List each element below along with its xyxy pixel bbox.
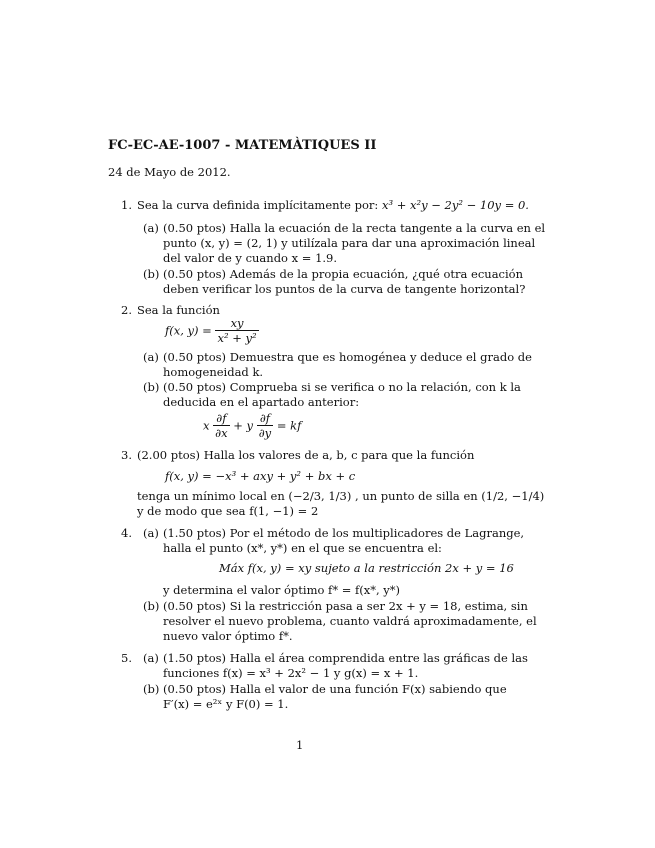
q2-relation-frac-2 xyxy=(257,411,273,440)
q2a-label: (a) xyxy=(143,350,159,364)
q4a-tail: y determina el valor óptimo f* = f(x*, y*) xyxy=(163,583,401,597)
q4a-line-1: (1.50 ptos) Por el método de los multiplicadores de Lagrange, xyxy=(163,526,525,540)
q2-relation-frac-2-num: ∂f xyxy=(257,411,273,426)
q3-line-2: y de modo que sea f(1, −1) = 2 xyxy=(137,504,319,518)
q2-relation-frac-2-den: ∂y xyxy=(258,426,272,440)
q2-number: 2. xyxy=(121,303,132,317)
page-title: FC-EC-AE-1007 - MATEMÀTIQUES II xyxy=(108,138,377,153)
q2-relation-frac-1-num: ∂f xyxy=(213,411,229,426)
q1b-line-2: deben verificar los puntos de la curva de tangente horizontal? xyxy=(163,282,526,296)
q2-relation-x: x xyxy=(203,418,210,433)
q4a-equation: Máx f(x, y) = xy sujeto a la restricción 2x + y = 16 xyxy=(219,561,514,575)
q4b-line-2: resolver el nuevo problema, cuanto valdrá aproximadamente, el xyxy=(163,614,537,628)
q1-intro xyxy=(137,198,529,212)
q2b-label: (b) xyxy=(143,380,160,394)
q1a-line-2: punto (x, y) = (2, 1) y utilízala para dar una aproximación lineal xyxy=(163,236,536,250)
q2-function-lhs: f(x, y) = xyxy=(165,323,212,338)
q2b-line-1: (0.50 ptos) Comprueba si se verifica o no la relación, con k la xyxy=(163,380,521,394)
q1-intro-text: Sea la curva definida implícitamente por: xyxy=(137,198,379,212)
q5-number: 5. xyxy=(121,651,132,665)
q5b-line-2: F′(x) = e²ˣ y F(0) = 1. xyxy=(163,697,289,711)
q2-function xyxy=(165,316,259,345)
q4a-label: (a) xyxy=(143,526,159,540)
q2-function-fraction xyxy=(215,316,258,345)
q1b-line-1: (0.50 ptos) Además de la propia ecuación, ¿qué otra ecuación xyxy=(163,267,524,281)
q1a-line-1: (0.50 ptos) Halla la ecuación de la recta tangente a la curva en el xyxy=(163,221,546,235)
q2-relation xyxy=(203,411,301,440)
q2-function-numerator: xy xyxy=(215,316,258,331)
q2a-line-1: (0.50 ptos) Demuestra que es homogénea y deduce el grado de xyxy=(163,350,532,364)
q3-number: 3. xyxy=(121,448,132,462)
q2-relation-rhs: = kf xyxy=(276,418,302,433)
q2-function-denominator: x² + y² xyxy=(217,331,257,345)
page-number: 1 xyxy=(296,738,304,752)
q4b-line-3: nuevo valor óptimo f*. xyxy=(163,629,293,643)
q1a-line-3: del valor de y cuando x = 1.9. xyxy=(163,251,338,265)
q1a-label: (a) xyxy=(143,221,159,235)
q2-relation-frac-1 xyxy=(213,411,229,440)
q5a-label: (a) xyxy=(143,651,159,665)
q1-number: 1. xyxy=(121,198,132,212)
q5b-line-1: (0.50 ptos) Halla el valor de una función F(x) sabiendo que xyxy=(163,682,507,696)
q5a-line-1: (1.50 ptos) Halla el área comprendida entre las gráficas de las xyxy=(163,651,528,665)
q2-relation-plus: + y xyxy=(233,418,254,433)
q4-number: 4. xyxy=(121,526,132,540)
q3-equation: f(x, y) = −x³ + axy + y² + bx + c xyxy=(165,469,356,483)
q5a-line-2: funciones f(x) = x³ + 2x² − 1 y g(x) = x + 1. xyxy=(163,666,419,680)
exam-date: 24 de Mayo de 2012. xyxy=(108,165,231,179)
q1b-label: (b) xyxy=(143,267,160,281)
q1-equation: x³ + x²y − 2y² − 10y = 0. xyxy=(381,198,529,212)
q4b-line-1: (0.50 ptos) Si la restricción pasa a ser 2x + y = 18, estima, sin xyxy=(163,599,528,613)
q3-intro: (2.00 ptos) Halla los valores de a, b, c para que la función xyxy=(137,448,475,462)
q2-relation-frac-1-den: ∂x xyxy=(215,426,228,440)
q5b-label: (b) xyxy=(143,682,160,696)
q3-line-1: tenga un mínimo local en (−2/3, 1/3) , un punto de silla en (1/2, −1/4) xyxy=(137,489,545,503)
q2a-line-2: homogeneidad k. xyxy=(163,365,264,379)
q2-intro: Sea la función xyxy=(137,303,220,317)
q4a-line-2: halla el punto (x*, y*) en el que se encuentra el: xyxy=(163,541,442,555)
q2b-line-2: deducida en el apartado anterior: xyxy=(163,395,360,409)
q4b-label: (b) xyxy=(143,599,160,613)
